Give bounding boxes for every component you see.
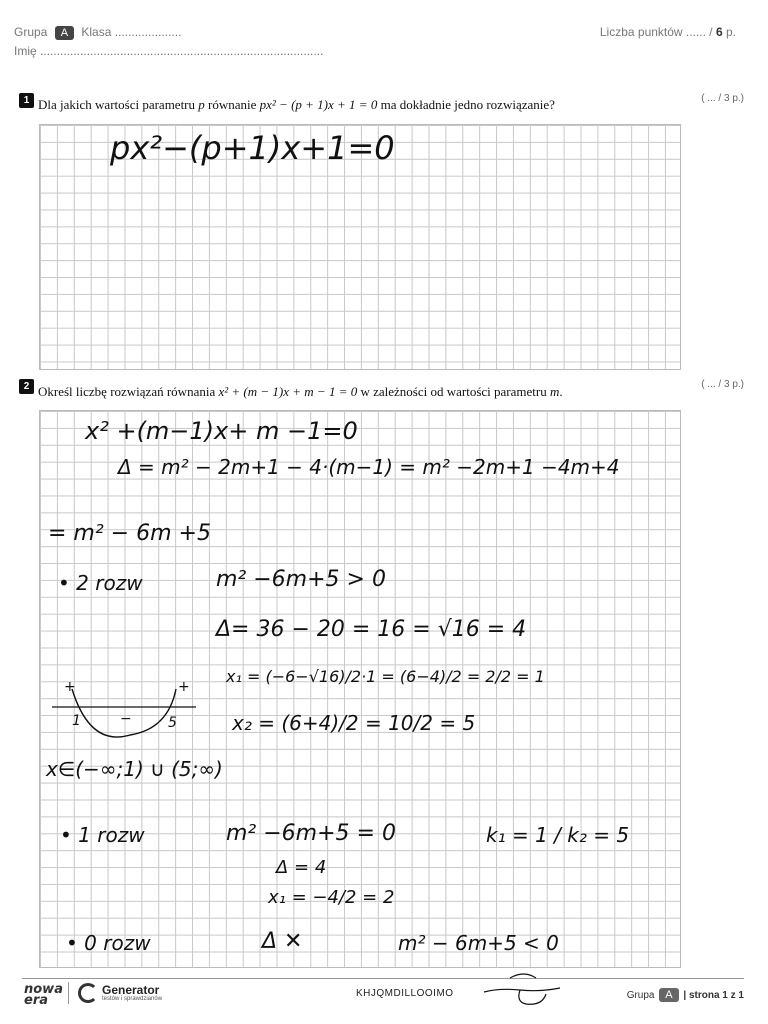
points-label: Liczba punktów ...... / (599, 25, 713, 39)
question-points: ( ... / 3 p.) (701, 379, 744, 390)
question-text-part: Dla jakich wartości parametru (38, 97, 199, 112)
root-label: 5 (168, 715, 177, 731)
logo-text: era (24, 993, 49, 1008)
generator-logo (78, 983, 162, 1003)
handwritten-line: • 0 rozw (66, 931, 151, 955)
sign-label: − (120, 711, 132, 727)
handwritten-line: x² +(m−1)x+ m −1=0 (85, 417, 358, 445)
group-badge: A (659, 988, 678, 1002)
question-variable: p (198, 97, 205, 112)
footer-divider (22, 978, 744, 979)
question-number: 2 (19, 379, 34, 394)
question-text (38, 97, 555, 113)
logo-text: nowa (24, 982, 63, 997)
answer-grid[interactable] (39, 124, 681, 370)
sign-diagram (50, 677, 200, 747)
answer-grid[interactable] (39, 410, 681, 968)
question-variable: m (549, 384, 560, 399)
points-total (600, 25, 736, 39)
page-info (627, 988, 744, 1002)
page-number: | strona 1 z 1 (683, 990, 744, 1001)
question-points: ( ... / 3 p.) (701, 93, 744, 104)
question-text-part: równanie (204, 97, 260, 112)
logo-divider (68, 982, 69, 1004)
group-label: Grupa (626, 990, 655, 1001)
class-field: Klasa .................... (81, 25, 182, 39)
question-formula: x² + (m − 1)x + m − 1 = 0 (218, 384, 358, 399)
name-field: Imię ..................................................................................... (14, 44, 324, 58)
root-label: 1 (72, 713, 81, 729)
question-formula: px² − (p + 1)x + 1 = 0 (259, 97, 378, 112)
question-text-part: . (559, 384, 563, 399)
handwritten-line: px²−(p+1)x+1=0 (110, 129, 395, 167)
handwritten-line: m² −6m+5 > 0 (216, 567, 386, 592)
question-text-part: Określ liczbę rozwiązań równania (38, 384, 219, 399)
generator-g-icon (78, 983, 98, 1003)
handwritten-line: k₁ = 1 / k₂ = 5 (486, 823, 630, 847)
handwritten-line: • 2 rozw (58, 571, 143, 595)
nowa-era-logo (24, 984, 63, 1006)
question-text-part: w zależności od wartości parametru (357, 384, 550, 399)
handwritten-line: x₂ = (6+4)/2 = 10/2 = 5 (232, 711, 476, 735)
handwritten-line: Δ = m² − 2m+1 − 4·(m−1) = m² −2m+1 −4m+4 (118, 455, 620, 479)
handwritten-line: = m² − 6m +5 (48, 521, 211, 546)
handwritten-line: x∈(−∞;1) ∪ (5;∞) (46, 757, 223, 781)
handwritten-line: x₁ = −4/2 = 2 (268, 887, 395, 908)
handwritten-line: x₁ = (−6−√16)/2·1 = (6−4)/2 = 2/2 = 1 (226, 667, 545, 686)
question-text (38, 384, 563, 400)
generator-subtitle: testów i sprawdzianów (102, 996, 163, 1002)
group-label: Grupa (14, 25, 48, 39)
handwritten-line: Δ = 4 (276, 857, 327, 878)
handwritten-line: Δ= 36 − 20 = 16 = √16 = 4 (216, 617, 527, 642)
handwritten-line: m² − 6m+5 < 0 (398, 931, 559, 955)
generator-title: Generator (102, 983, 160, 997)
question-number: 1 (19, 93, 34, 108)
points-suffix: p. (725, 25, 736, 39)
group-badge: A (55, 26, 74, 40)
group-field (14, 25, 181, 40)
handwritten-line: m² −6m+5 = 0 (226, 821, 396, 846)
sign-label: + (64, 679, 76, 695)
points-max: 6 (715, 25, 723, 39)
question-text-part: ma dokładnie jedno rozwiązanie? (377, 97, 555, 112)
handwritten-line: Δ ✕ (262, 929, 303, 954)
handwritten-line: • 1 rozw (60, 823, 145, 847)
test-code: KHJQMDILLOOIMO (356, 988, 454, 999)
sign-label: + (178, 679, 190, 695)
signature-scribble (480, 966, 570, 1010)
